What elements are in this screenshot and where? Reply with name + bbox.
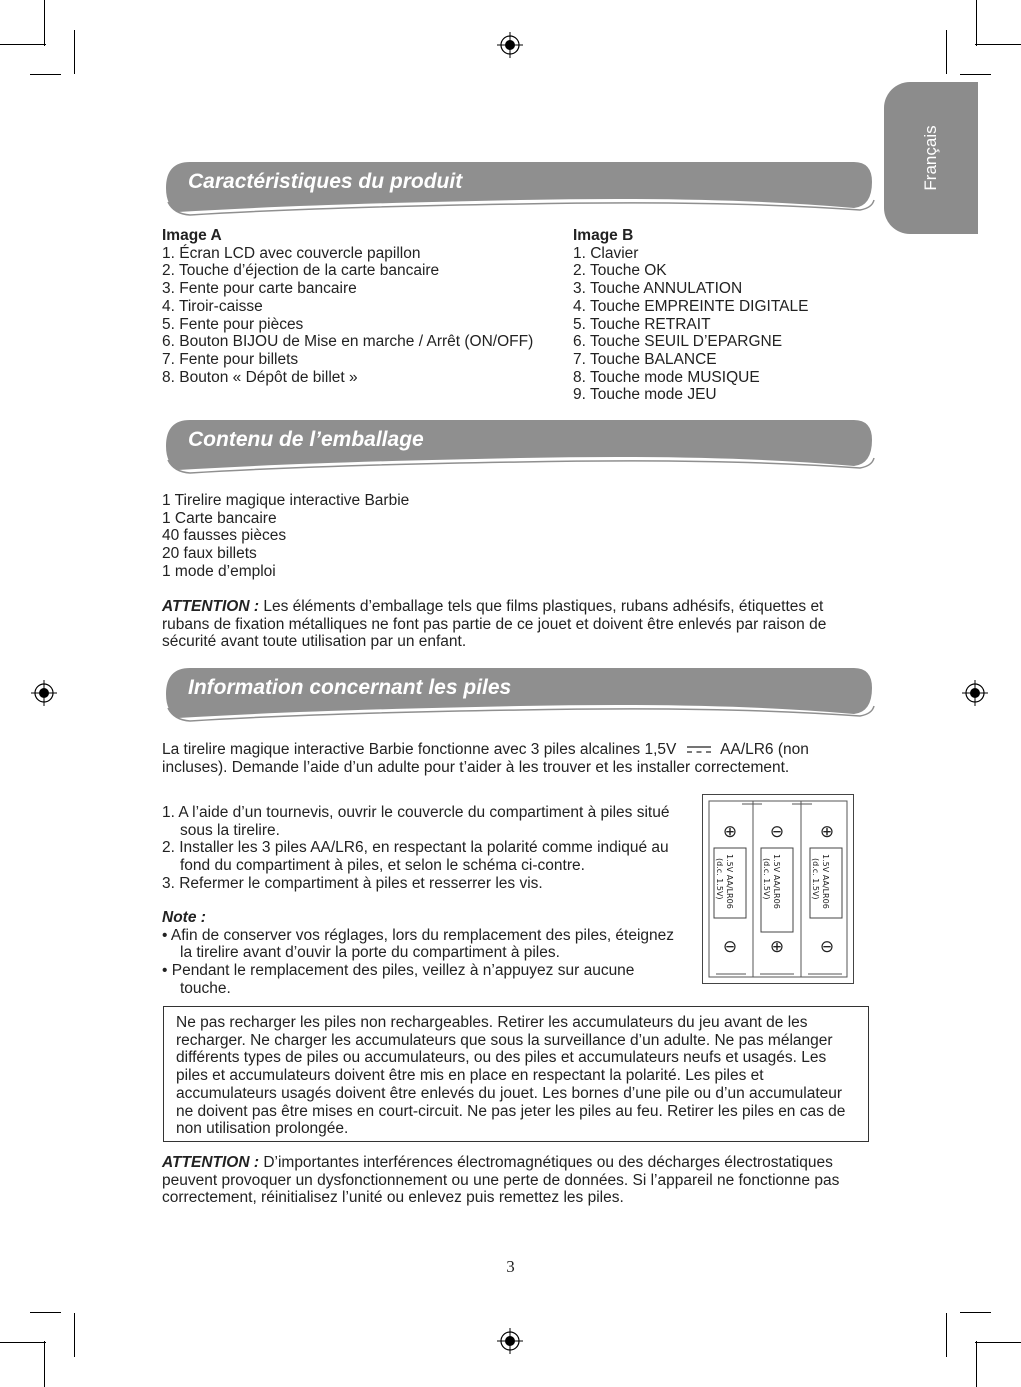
svg-text:1.5V AA/LR06: 1.5V AA/LR06 [821,854,830,909]
list-item: • Afin de conserver vos réglages, lors du remplacement des piles, éteignez la tirelire avant d’ouvir la porte du compartiment à piles. [162,926,675,962]
list-item: 7. Touche BALANCE [573,350,717,368]
battery-warning-box [163,1006,869,1142]
svg-text:1.5V AA/LR06: 1.5V AA/LR06 [772,854,781,909]
list-item: 3. Refermer le compartiment à piles et resserrer les vis. [162,874,543,892]
list-item: 20 faux billets [162,545,257,563]
section-title: Contenu de l’emballage [188,428,424,451]
attention-interference [162,1154,874,1207]
svg-text:⊕: ⊕ [769,937,785,957]
section-header-batteries [160,666,880,722]
list-item: 8. Touche mode MUSIQUE [573,368,760,386]
list-item: 1 Carte bancaire [162,509,277,527]
list-item: 2. Touche d’éjection de la carte bancaire [162,262,440,280]
page-number: 3 [506,1257,515,1276]
list-item: 7. Fente pour billets [162,350,299,368]
list-item: 8. Bouton « Dépôt de billet » [162,368,358,386]
section-header-package [160,418,880,474]
battery-intro [162,741,832,776]
dc-symbol-icon [685,744,713,756]
list-item: 6. Bouton BIJOU de Mise en marche / Arrêt (ON/OFF) [162,333,534,351]
svg-text:⊖: ⊖ [819,937,835,957]
warning-text: Ne pas recharger les piles non rechargeables. Retirer les accumulateurs du jeu avant de les recharger. Ne charger les accumulateurs que sous la surveillance d’un adulte. Ne pas mélanger différents types de piles ou accumulateurs, ou des piles et accumulateurs neufs et usagés. Les piles et accumulateurs doivent être mis en place en respectant la polarité. Les piles et accumulateurs usagés doivent être enlevés du jouet. Les bornes d’une pile ou d’un accumulateur ne doivent pas être mises en court-circuit. Ne pas jeter les piles au feu. Retirer les piles en cas de non utilisation prolongée. [176,1014,846,1138]
list-item: 3. Touche ANNULATION [573,280,743,298]
note-block [162,909,682,998]
svg-text:⊖: ⊖ [769,822,785,842]
list-item: 4. Tiroir-caisse [162,297,263,315]
svg-text:(d.c. 1.5V): (d.c. 1.5V) [715,858,724,900]
svg-text:(d.c. 1.5V): (d.c. 1.5V) [762,858,771,900]
battery-steps [162,804,692,893]
list-item: 3. Fente pour carte bancaire [162,280,357,298]
image-a-list [162,227,533,386]
language-tab-label: Français [921,125,940,191]
registration-mark-icon [497,32,523,58]
list-item: 1. Écran LCD avec couvercle papillon [162,244,421,262]
list-item: 2. Installer les 3 piles AA/LR6, en respectant la polarité comme indiqué au fond du compartiment à piles, et selon le schéma ci-contre. [162,839,669,875]
image-b-list [573,227,808,404]
note-label: Note : [162,909,206,926]
svg-text:⊖: ⊖ [722,937,738,957]
battery-compartment-diagram [702,794,854,984]
attention-text: D’importantes interférences électromagnétiques ou des décharges électrostatiques peuvent provoquer un dysfonctionnement ou une perte de données. Si l’appareil ne fonctionne pas correctement, réinitialisez l’unité ou enlevez puis remettez les piles. [162,1154,840,1207]
attention-packaging [162,598,867,651]
list-item: 5. Fente pour pièces [162,315,304,333]
attention-text: Les éléments d’emballage tels que films plastiques, rubans adhésifs, étiquettes et rubans de fixation métalliques ne font pas partie de ce jouet et doivent être enlevés par raison de sécurité avant toute utilisation par un enfant. [162,598,827,651]
list-item: 4. Touche EMPREINTE DIGITALE [573,297,809,315]
image-a-heading: Image A [162,227,222,244]
attention-label: ATTENTION : [162,1154,260,1171]
svg-text:⊕: ⊕ [722,822,738,842]
list-item: 5. Touche RETRAIT [573,315,711,333]
list-item: 2. Touche OK [573,262,667,280]
section-title: Information concernant les piles [188,676,512,699]
svg-text:⊕: ⊕ [819,822,835,842]
list-item: 40 fausses pièces [162,527,287,545]
registration-mark-icon [497,1328,523,1354]
attention-label: ATTENTION : [162,598,260,615]
battery-intro-text: AA/LR6 (non incluses). Demande l’aide d’un adulte pour t’aider à les trouver et les installer correctement. [162,741,809,776]
list-item: 9. Touche mode JEU [573,386,717,404]
battery-intro-text: La tirelire magique interactive Barbie fonctionne avec 3 piles alcalines 1,5V [162,741,681,758]
svg-text:1.5V AA/LR06: 1.5V AA/LR06 [725,854,734,909]
svg-text:(d.c. 1.5V): (d.c. 1.5V) [811,858,820,900]
list-item: 1 Tirelire magique interactive Barbie [162,492,410,509]
list-item: 6. Touche SEUIL D’EPARGNE [573,333,783,351]
registration-mark-icon [31,680,57,706]
section-header-features [160,160,880,216]
list-item: • Pendant le remplacement des piles, veillez à n’appuyez sur aucune touche. [162,962,635,997]
package-contents-list [162,492,409,581]
section-title: Caractéristiques du produit [188,170,463,193]
list-item: 1 mode d’emploi [162,562,276,580]
image-b-heading: Image B [573,227,634,244]
registration-mark-icon [962,680,988,706]
list-item: 1. Clavier [573,244,639,262]
language-tab [884,82,978,234]
list-item: 1. A l’aide d’un tournevis, ouvrir le couvercle du compartiment à piles situé sous la tirelire. [162,804,670,839]
